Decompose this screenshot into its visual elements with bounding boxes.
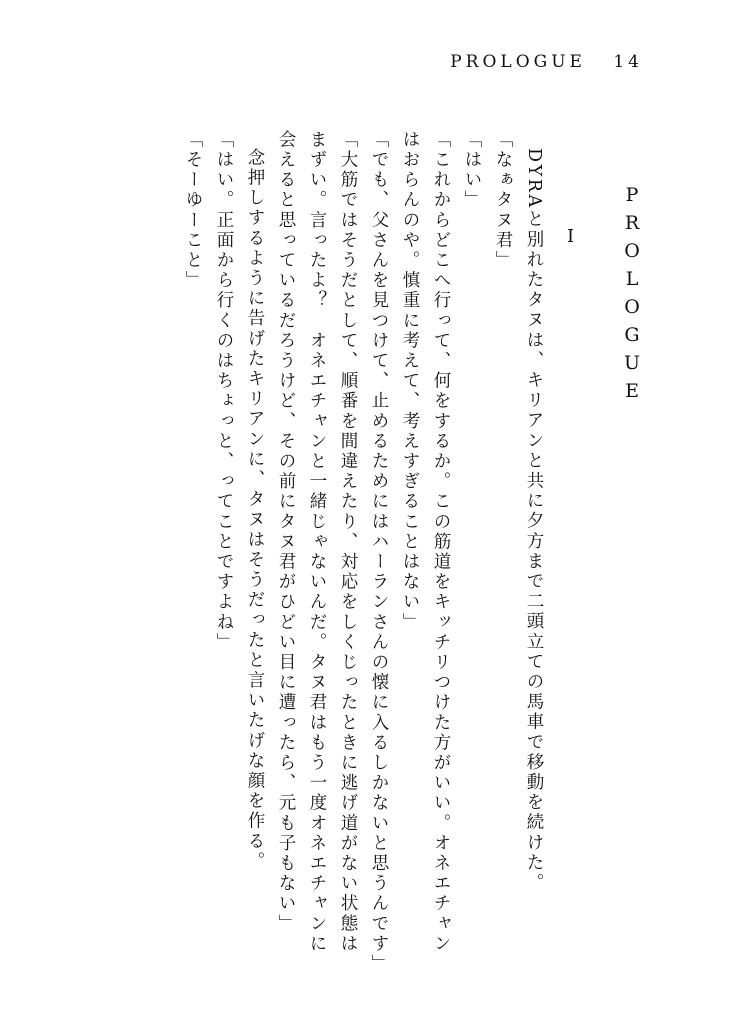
paragraph: DYRAと別れたタヌは、キリアンと共に夕方まで二頭立ての馬車で移動を続けた。 — [524, 147, 544, 893]
dialogue-line: 「はい。正面から行くのはちょっと、ってことですよね」 — [214, 130, 234, 653]
running-header-title: PROLOGUE — [450, 52, 586, 72]
dialogue-line: 「はい」 — [462, 130, 482, 211]
page-number: 14 — [613, 52, 643, 72]
running-header — [450, 52, 643, 72]
dialogue-line: 「大筋ではそうだとして、順番を間違えたり、対応をしくじったときに逃げ道がない状態はまずい。言ったよ？ オネエチャンと一緒じゃないんだ。タヌ君はもう一度オネエチャンに会えると思っているだろうけど、その前にタヌ君がひどい目に遭ったら、元も子もない」 — [276, 130, 358, 955]
chapter-title: PROLOGUE — [621, 184, 643, 408]
dialogue-line: 「なぁタヌ君」 — [493, 130, 513, 271]
dialogue-line: 「そーゆーこと」 — [183, 130, 203, 291]
dialogue-line: 「でも、父さんを見つけて、止めるためにはハーランさんの懐に入るしかないと思うんです」 — [369, 130, 389, 975]
body-text — [87, 130, 647, 975]
dialogue-line: 「これからどこへ行って、何をするか。この筋道をキッチリつけた方がいい。オネエチャンはおらんのや。慎重に考えて、考えすぎることはない」 — [400, 130, 451, 955]
section-number: Ⅰ — [560, 226, 581, 250]
paragraph: 念押しするように告げたキリアンに、タヌはそうだったと言いたげな顔を作る。 — [245, 147, 265, 872]
